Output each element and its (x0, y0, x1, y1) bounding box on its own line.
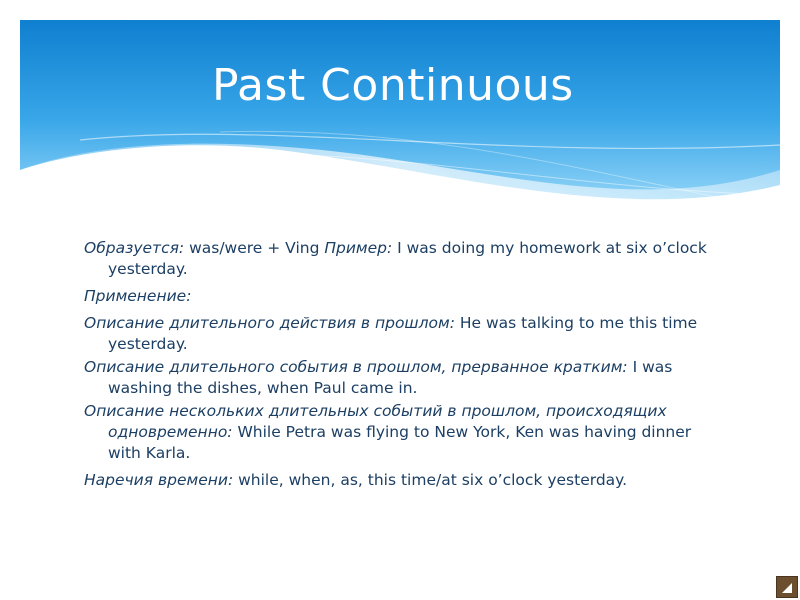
label-example: Пример: (324, 239, 393, 257)
example-use-2: I was washing the dishes, when Paul came in. (108, 358, 673, 397)
example-text: I was doing my homework at six o’clock yesterday. (108, 239, 707, 278)
label-formation: Образуется: (84, 239, 185, 257)
page-title: Past Continuous (212, 60, 574, 111)
adverbs-text: while, when, as, this time/at six o’clock yesterday. (233, 471, 628, 489)
example-use-3: While Petra was flying to New York, Ken was having dinner with Karla. (108, 423, 692, 462)
paragraph-adverbs (84, 470, 724, 491)
paragraph-usage (84, 286, 724, 307)
label-usage: Применение: (84, 287, 192, 305)
example-use-1: He was talking to me this time yesterday. (108, 314, 698, 353)
label-adverbs: Наречия времени: (84, 471, 234, 489)
label-use-3: Описание нескольких длительных событий в прошлом, происходящих одновременно: (84, 402, 667, 441)
label-use-1: Описание длительного действия в прошлом: (84, 314, 455, 332)
header-banner (20, 20, 780, 230)
paragraph-use-1 (84, 313, 724, 355)
nav-arrow-icon[interactable] (776, 576, 798, 598)
label-use-2: Описание длительного события в прошлом, прерванное кратким: (84, 358, 628, 376)
formula-text: was/were + Ving (184, 239, 325, 257)
paragraph-formation (84, 238, 724, 280)
paragraph-use-3 (84, 401, 724, 464)
paragraph-use-2 (84, 357, 724, 399)
slide-content (84, 238, 724, 497)
